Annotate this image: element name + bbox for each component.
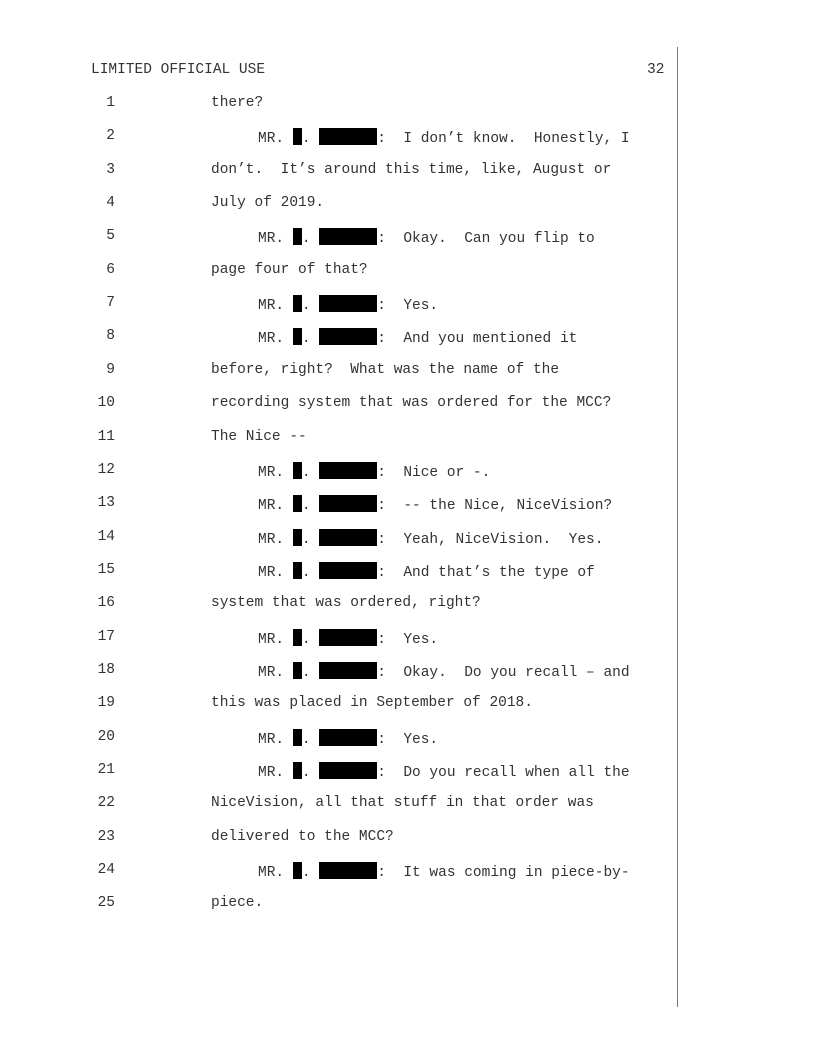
- redaction-initial: [293, 662, 302, 679]
- speaker-prefix: MR.: [258, 231, 293, 248]
- line-text: [211, 829, 394, 845]
- line-text: [211, 429, 307, 445]
- speaker-dot: .: [301, 631, 320, 648]
- line-text-segment: delivered to the MCC?: [211, 828, 394, 845]
- line-text-segment: : Yes.: [377, 731, 439, 748]
- speaker-line-text: [258, 729, 438, 748]
- line-number: 24: [97, 862, 115, 879]
- line-text-segment: : And that’s the type of: [377, 564, 595, 581]
- speaker-line-text: [258, 295, 438, 314]
- speaker-prefix: MR.: [258, 131, 293, 148]
- speaker-dot: .: [301, 331, 320, 348]
- line-text-segment: recording system that was ordered for the MCC?: [211, 395, 612, 412]
- speaker-dot: .: [301, 131, 320, 148]
- line-text: [211, 162, 611, 178]
- line-text-segment: this was placed in September of 2018.: [211, 695, 533, 712]
- line-text: [211, 895, 263, 911]
- line-number: 23: [97, 828, 115, 845]
- line-text-segment: : Okay. Do you recall – and: [377, 664, 630, 681]
- redaction-surname: [319, 495, 377, 512]
- transcript-line: [0, 128, 816, 148]
- redaction-surname: [319, 629, 377, 646]
- redaction-surname: [319, 862, 377, 879]
- speaker-dot: .: [301, 731, 320, 748]
- line-number: 17: [97, 628, 115, 645]
- speaker-dot: .: [301, 464, 320, 481]
- speaker-line-text: [258, 762, 630, 781]
- line-text-segment: : Okay. Can you flip to: [377, 231, 595, 248]
- transcript-line: [0, 862, 816, 882]
- redaction-initial: [293, 495, 302, 512]
- line-number: 18: [97, 661, 115, 678]
- speaker-prefix: MR.: [258, 464, 293, 481]
- speaker-line-text: [258, 562, 595, 581]
- line-number: 14: [97, 528, 115, 545]
- line-number: 1: [106, 95, 115, 111]
- redaction-surname: [319, 662, 377, 679]
- speaker-prefix: MR.: [258, 331, 293, 348]
- line-number: 19: [97, 695, 115, 712]
- redaction-initial: [293, 562, 302, 579]
- transcript-line: [0, 695, 816, 715]
- transcript-line: [0, 662, 816, 682]
- classification-header: LIMITED OFFICIAL USE: [91, 62, 266, 78]
- transcript-line: [0, 495, 816, 515]
- redaction-initial: [293, 462, 302, 479]
- line-text: [211, 362, 559, 378]
- line-text-segment: : It was coming in piece-by-: [377, 865, 630, 882]
- line-number: 6: [106, 261, 115, 278]
- line-text-segment: : Do you recall when all the: [377, 765, 630, 781]
- speaker-prefix: MR.: [258, 298, 293, 315]
- redaction-initial: [293, 729, 302, 746]
- transcript-line: [0, 395, 816, 415]
- speaker-dot: .: [301, 298, 320, 315]
- line-text-segment: before, right? What was the name of the: [211, 361, 560, 378]
- speaker-line-text: [258, 862, 630, 881]
- line-text-segment: : Yes.: [377, 298, 439, 315]
- speaker-line-text: [258, 128, 630, 147]
- speaker-line-text: [258, 629, 438, 648]
- transcript-line: [0, 762, 816, 782]
- line-text-segment: : Yeah, NiceVision. Yes.: [377, 531, 604, 548]
- transcript-line: [0, 729, 816, 749]
- redaction-initial: [293, 629, 302, 646]
- line-text-segment: there?: [211, 95, 264, 111]
- redaction-surname: [319, 328, 377, 345]
- line-text-segment: : I don’t know. Honestly, I: [377, 131, 630, 148]
- speaker-prefix: MR.: [258, 631, 293, 648]
- transcript-line: [0, 795, 816, 815]
- redaction-surname: [319, 462, 377, 479]
- redaction-surname: [319, 128, 377, 145]
- redaction-surname: [319, 762, 377, 779]
- line-number: 5: [106, 228, 115, 245]
- line-text: [211, 262, 368, 278]
- speaker-dot: .: [301, 765, 320, 781]
- transcript-line: [0, 262, 816, 282]
- line-text: [211, 195, 324, 211]
- line-text-segment: July of 2019.: [211, 195, 325, 212]
- line-number: 11: [97, 428, 115, 445]
- line-text-segment: piece.: [211, 895, 264, 912]
- line-number: 25: [97, 895, 115, 912]
- line-number: 9: [106, 361, 115, 378]
- line-number: 15: [97, 561, 115, 578]
- transcript-line: [0, 162, 816, 182]
- line-number: 8: [106, 328, 115, 345]
- line-number: 21: [97, 762, 115, 778]
- transcript-line: [0, 629, 816, 649]
- line-number: 16: [97, 595, 115, 612]
- redaction-surname: [319, 562, 377, 579]
- speaker-line-text: [258, 462, 490, 481]
- line-text: [211, 395, 611, 411]
- line-text-segment: NiceVision, all that stuff in that order was: [211, 795, 594, 812]
- transcript-line: [0, 295, 816, 315]
- line-number: 10: [97, 395, 115, 412]
- line-text-segment: : Yes.: [377, 631, 439, 648]
- speaker-dot: .: [301, 564, 320, 581]
- speaker-prefix: MR.: [258, 564, 293, 581]
- redaction-initial: [293, 128, 302, 145]
- speaker-line-text: [258, 328, 577, 347]
- speaker-line-text: [258, 495, 612, 514]
- redaction-surname: [319, 529, 377, 546]
- redaction-surname: [319, 228, 377, 245]
- speaker-prefix: MR.: [258, 531, 293, 548]
- speaker-prefix: MR.: [258, 731, 293, 748]
- transcript-line: [0, 95, 816, 115]
- line-text-segment: The Nice --: [211, 428, 307, 445]
- line-text-segment: system that was ordered, right?: [211, 595, 481, 612]
- line-number: 12: [97, 461, 115, 478]
- speaker-dot: .: [301, 865, 320, 882]
- transcript-line: [0, 429, 816, 449]
- transcript-line: [0, 228, 816, 248]
- line-text-segment: : Nice or -.: [377, 464, 491, 481]
- line-text: [211, 595, 481, 611]
- line-text-segment: don’t. It’s around this time, like, August or: [211, 161, 612, 178]
- speaker-prefix: MR.: [258, 664, 293, 681]
- line-text-segment: page four of that?: [211, 261, 368, 278]
- transcript-line: [0, 195, 816, 215]
- redaction-surname: [319, 295, 377, 312]
- transcript-line: [0, 362, 816, 382]
- line-text-segment: : And you mentioned it: [377, 331, 578, 348]
- line-number: 7: [106, 295, 115, 312]
- line-number: 22: [97, 795, 115, 812]
- line-number: 13: [97, 495, 115, 512]
- line-number: 2: [106, 128, 115, 145]
- line-text: [211, 95, 263, 111]
- speaker-prefix: MR.: [258, 865, 293, 882]
- redaction-initial: [293, 295, 302, 312]
- speaker-prefix: MR.: [258, 498, 293, 515]
- line-number: 4: [106, 195, 115, 212]
- speaker-prefix: MR.: [258, 765, 293, 781]
- transcript-line: [0, 529, 816, 549]
- line-text: [211, 795, 594, 811]
- line-text: [211, 695, 533, 711]
- redaction-initial: [293, 228, 302, 245]
- redaction-initial: [293, 529, 302, 546]
- transcript-line: [0, 462, 816, 482]
- speaker-dot: .: [301, 664, 320, 681]
- speaker-dot: .: [301, 498, 320, 515]
- transcript-line: [0, 328, 816, 348]
- speaker-dot: .: [301, 231, 320, 248]
- transcript-line: [0, 562, 816, 582]
- transcript-line: [0, 595, 816, 615]
- speaker-line-text: [258, 529, 603, 548]
- redaction-initial: [293, 862, 302, 879]
- line-text-segment: : -- the Nice, NiceVision?: [377, 498, 613, 515]
- speaker-line-text: [258, 662, 630, 681]
- page-number: 32: [647, 62, 665, 78]
- redaction-initial: [293, 762, 302, 779]
- line-number: 20: [97, 728, 115, 745]
- redaction-surname: [319, 729, 377, 746]
- transcript-line: [0, 895, 816, 915]
- speaker-dot: .: [301, 531, 320, 548]
- line-number: 3: [106, 161, 115, 178]
- transcript-line: [0, 829, 816, 849]
- redaction-initial: [293, 328, 302, 345]
- speaker-line-text: [258, 228, 595, 247]
